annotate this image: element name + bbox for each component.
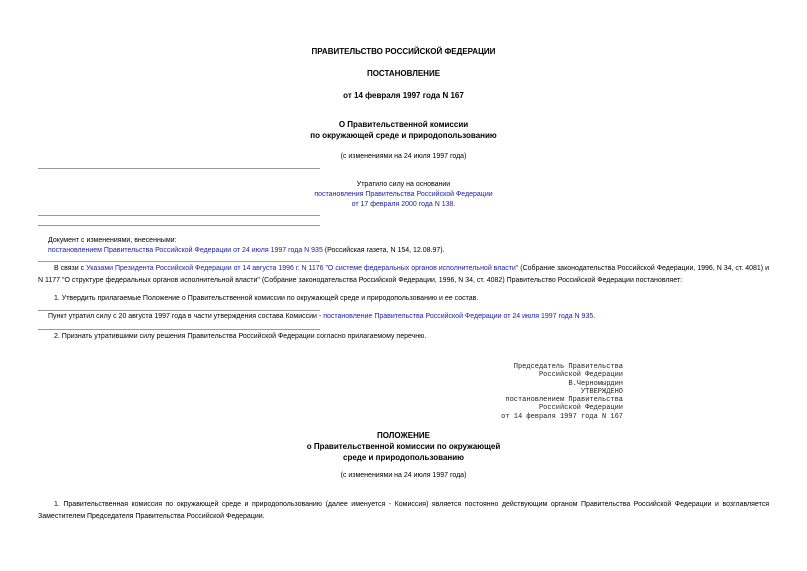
changes-note-tail: (Российская газета, N 154, 12.08.97).	[322, 247, 445, 254]
divider	[38, 168, 320, 169]
repeal-link-line-1[interactable]: постановления Правительства Российской Федерации	[314, 191, 493, 198]
changes-note-label: Документ с изменениями, внесенными:	[48, 237, 177, 244]
org-heading: ПРАВИТЕЛЬСТВО РОССИЙСКОЙ ФЕДЕРАЦИИ	[311, 47, 496, 56]
repeal-note-line-1: Утратило силу на основании	[356, 181, 451, 188]
date-number-heading: от 14 февраля 1997 года N 167	[343, 91, 464, 100]
title-line-1: О Правительственной комиссии	[338, 120, 469, 129]
signature-title: Председатель Правительства	[513, 363, 623, 371]
preamble-paragraph	[38, 263, 769, 287]
preamble-prefix: В связи с	[54, 265, 87, 272]
title-line-2: по окружающей среде и природопользованию	[310, 131, 497, 140]
approval-country: Российской Федерации	[538, 404, 623, 413]
regulation-subtitle-1: о Правительственной комиссии по окружающей	[306, 442, 501, 451]
signature-name: В.Черномырдин	[568, 379, 623, 388]
preamble-decree-link[interactable]: Указами Президента Российской Федерации от 14 августа 1996 г. N 1176 "О системе федеральных органов исполнительной власти"	[86, 265, 519, 272]
regulation-paragraph-1: 1. Правительственная комиссия по окружающей среде и природопользованию (далее именуется - Комиссия) является постоянно действующим органом Правительства Российской Федерации и возглавляется Заместителем Председателя Правительства Российской Федерации.	[38, 501, 769, 520]
changes-note-line	[48, 246, 445, 256]
repeal-link-line-2[interactable]: от 17 февраля 2000 года N 138.	[351, 201, 456, 208]
divider	[38, 329, 320, 330]
item-1: 1. Утвердить прилагаемые Положение о Правительственной комиссии по окружающей среде и природопользованию и ее состав.	[54, 295, 479, 302]
item-1-note	[48, 312, 595, 322]
preamble-body: (Собрание законодательства Российской Федерации, 1996, N 34, ст. 4081) и N 1177 "О структуре федеральных органов исполнительной власти" (Собрание законодательства Российской Федерации, 1996, N 34, ст. 4082) Правительство Российской Федерации постановляет:	[38, 265, 769, 284]
regulation-amendments: (с изменениями на 24 июля 1997 года)	[340, 472, 467, 479]
divider	[38, 310, 320, 311]
signature-block	[501, 363, 623, 421]
approval-date: от 14 февраля 1997 года N 167	[501, 412, 623, 421]
amendments-note: (с изменениями на 24 июля 1997 года)	[340, 153, 467, 160]
signature-country: Российской Федерации	[538, 371, 623, 380]
divider	[38, 225, 320, 226]
divider	[38, 215, 320, 216]
item-1-note-text: Пункт утратил силу с 20 августа 1997 года в части утверждения состава Комиссии -	[48, 313, 324, 320]
regulation-subtitle-2: среде и природопользованию	[343, 453, 464, 462]
doc-type-heading: ПОСТАНОВЛЕНИЕ	[366, 69, 441, 78]
divider	[38, 261, 320, 262]
approval-label: УТВЕРЖДЕНО	[580, 387, 623, 396]
changes-note-link[interactable]: постановлением Правительства Российской Федерации от 24 июля 1997 года N 935	[48, 247, 323, 254]
item-1-note-tail: .	[593, 313, 596, 320]
item-1-note-link[interactable]: постановление Правительства Российской Федерации от 24 июля 1997 года N 935	[323, 313, 594, 320]
item-2: 2. Признать утратившими силу решения Правительства Российской Федерации согласно прилагаемому перечню.	[54, 333, 427, 340]
approval-by: постановлением Правительства	[505, 396, 623, 405]
regulation-title: ПОЛОЖЕНИЕ	[377, 431, 430, 440]
